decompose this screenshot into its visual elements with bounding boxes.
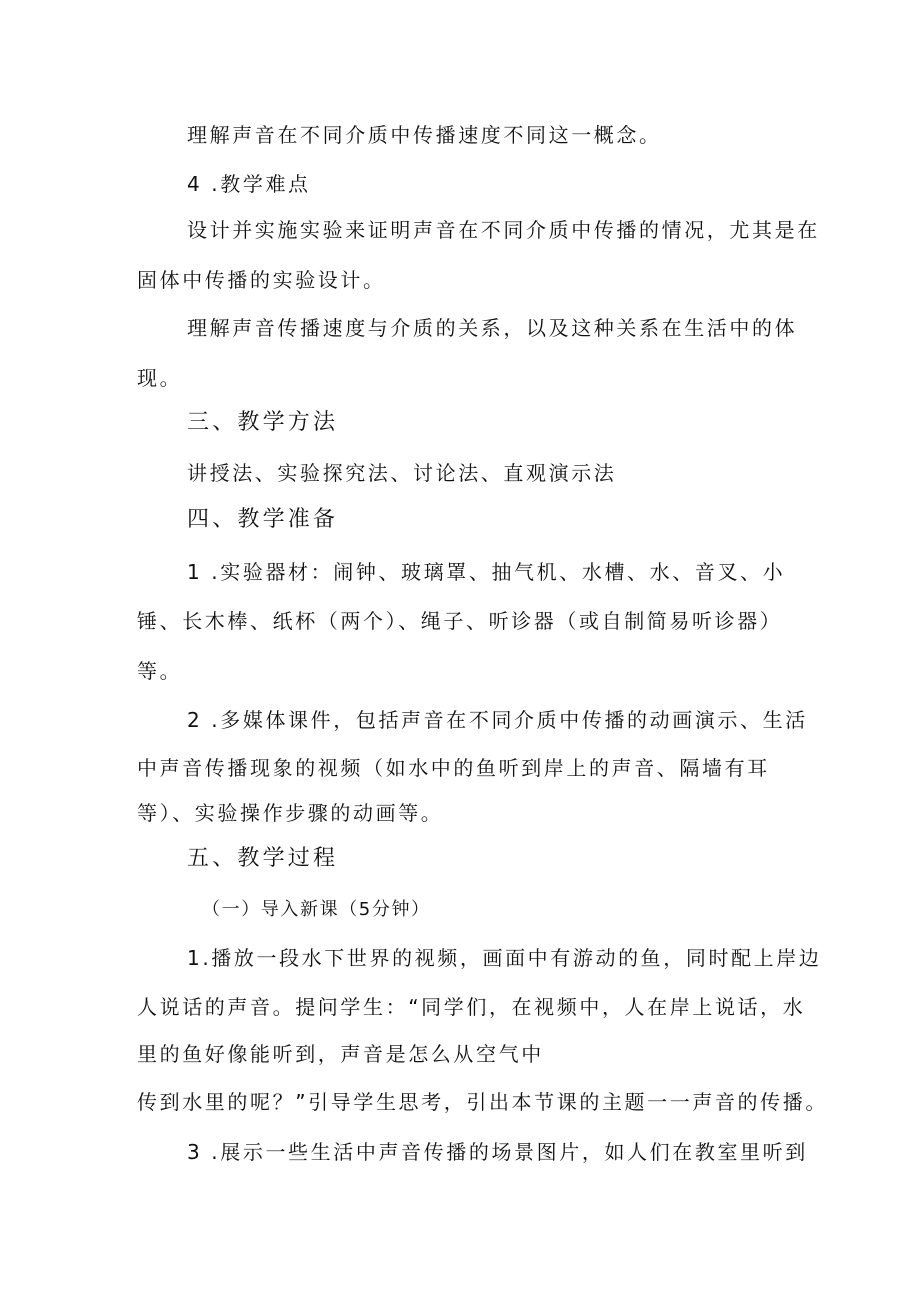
paragraph-line: 设计并实施实验来证明声音在不同介质中传播的情况，尤其是在 <box>187 218 820 242</box>
paragraph-line: 传到水里的呢？”引导学生思考，引出本节课的主题一一声音的传播。 <box>137 1090 828 1114</box>
paragraph-line: 等。 <box>137 659 183 683</box>
paragraph-line: 2 .多媒体课件，包括声音在不同介质中传播的动画演示、生活 <box>187 708 808 732</box>
paragraph-line: 里的鱼好像能听到，声音是怎么从空气中 <box>137 1042 544 1066</box>
paragraph-line: 1 .实验器材：闹钟、玻璃罩、抽气机、水槽、水、音叉、小 <box>187 560 786 584</box>
paragraph-line: 理解声音传播速度与介质的关系，以及这种关系在生活中的体 <box>187 316 798 340</box>
paragraph-line: 中声音传播现象的视频（如水中的鱼听到岸上的声音、隔墙有耳 <box>137 756 770 780</box>
section-heading: 三、教学方法 <box>187 410 339 435</box>
paragraph-line: 锤、长木棒、纸杯（两个）、绳子、听诊器（或自制简易听诊器） <box>137 609 783 633</box>
paragraph-line: 1.播放一段水下世界的视频，画面中有游动的鱼，同时配上岸边 <box>187 946 822 970</box>
paragraph-line: 固体中传播的实验设计。 <box>137 268 386 292</box>
subsection-heading: （一）导入新课（5分钟） <box>202 899 431 920</box>
section-heading: 五、教学过程 <box>187 846 339 871</box>
paragraph-line: 理解声音在不同介质中传播速度不同这一概念。 <box>187 123 662 147</box>
paragraph-line: 3 .展示一些生活中声音传播的场景图片，如人们在教室里听到 <box>187 1140 808 1164</box>
paragraph-line: 人说话的声音。提问学生：“同学们，在视频中，人在岸上说话，水 <box>137 995 806 1019</box>
section-heading: 四、教学准备 <box>187 507 339 532</box>
paragraph-line: 等）、实验操作步骤的动画等。 <box>137 801 444 825</box>
paragraph-line: 讲授法、实验探究法、讨论法、直观演示法 <box>187 461 617 485</box>
section-heading: 4 .教学难点 <box>187 172 311 196</box>
paragraph-line: 现。 <box>137 366 183 390</box>
